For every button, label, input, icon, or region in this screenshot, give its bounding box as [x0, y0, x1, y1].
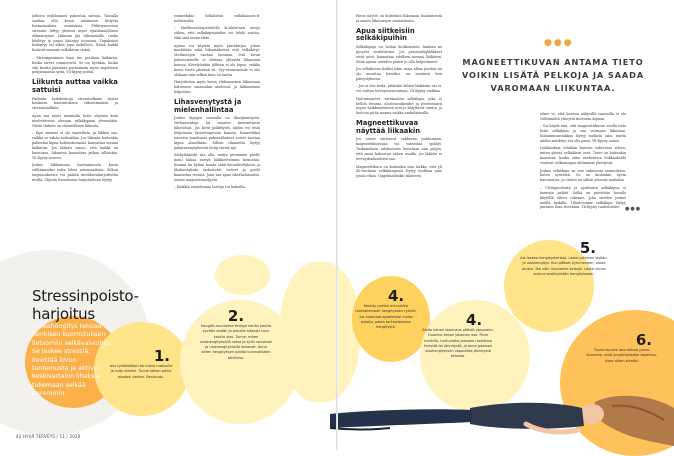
body-text: Parhaita hoitokeinoja stressiselkään ohivat henkisen kuormituksen vähentäminen ja stressinhallinta. [32, 96, 118, 111]
step-text: Ala laskea hengityskertoja. Laske jokainen sisään- ja uloshengitys. Kun pääset kymmeneen, aloita alusta. Tee näin muutamia kertoja. Laske niinen autuus keskitymään hengitykseen. [520, 256, 608, 276]
left-col-1 [32, 14, 118, 185]
body-text: Magneettikuva on kuitenkin niin tarkka, että yli 40-vuotiaan selkärangasta löytyy melkein aina jotain vikaa. Ongelmallisiksi tilanteen [356, 164, 442, 179]
pull-quote: MAGNEETTIKUVAN ANTAMA TIETO VOIKIN LISÄTÄ PELKOJA JA SAADA VAROMAAN LIIKUNTAA. [461, 57, 645, 93]
body-text: Apuna voi käyttää myös päiväkirjaa, johon merkitään sekä liikuntakerrat että selkäkiryt. Merkintöjen vanhaa huomaa, että kivun pahenemiselle ei olekaan yhteyttä liikunnan kanssa. Kävelylenkin jälkeen ei ole kipua, vaikka kuusi toista päivänä sit. Syy-seurausuhde ei siis olekaan niin selkeä kuin on luultu. [174, 43, 260, 77]
body-text: – Stressiperäinen kipu tuo potilaan lääkäriin, koska oireet voimistuvat. Se on hyväkin, koska sitä kautta päästään purkamaan myös ongelmien pohjimmaisia syitä, Yli-Kyyny pohtii. [32, 55, 118, 75]
step-text: Istu ryhdikkäästi tai mene makuulle ja sulje silmäsi. Tunne kehon paino alustasi vasten. Rentoudu. [109, 364, 173, 379]
deco-blob [280, 262, 360, 402]
body-text: – Jos ei itse tiedä, pitäisikö lähteä lääkäriin vai ei, voi soittaa terveysneuvontaan, Yli-Kyyny vinkkaa. [356, 84, 442, 94]
section-heading: Liikunta auttaa vaikka sattuisi [32, 78, 118, 94]
deco-blob [215, 255, 270, 295]
step-number: 4. [466, 311, 483, 329]
body-text: Halvausoireet, särtämätön selkäkipu, joka ei hellitä levossa, ulosteuvaikeudet ja yleisvoimien nopea heikkeneminen ovat jo hälyttäviä oireita, ja hoitoon pitää mennä vaikka ambulanssilla. [356, 96, 442, 116]
section-heading: Apua siitkeisiin selkäkipuihin [356, 26, 415, 43]
step-number: 4. [388, 287, 405, 305]
body-text: Apua saa myös sammolla hoito ohjeista kuin niedettävissä olevaan selkäkipuun yleensäkin. Niistä tärkein on säännöllinen liikunta. [32, 113, 118, 128]
exercise-step-3 [354, 288, 418, 330]
body-text: esimerkiksi Selkäliiton selkäkanava.fi-nettisivulta. [174, 14, 260, 23]
step-number: 1. [153, 347, 170, 365]
body-text: Sätkylääkeitä saa olla, mutta pitemmän päälle moni hakaa siirtyä lääkkeettömiin keinoihin. Kuuma tai kylmä haude sekä kivunlievityksen ja lihaksistyksiin tarkoitetut voiteet ja geelit kannattaa testata. Joku saa apua tikerhalsamista, toinen magnesiumöljystä. [174, 153, 260, 182]
body-text: – Mielikuvaharjoittelulla koulutetaan aivoja siihen, että selkäkipuisenkin voi lehdä asioita, eikä sinä mene rikki. [174, 26, 260, 41]
woman-lying-illustration-icon [330, 384, 674, 450]
step-number: 5. [579, 239, 596, 257]
body-text: Joskus kipujen taustalla on lihasjännitystä. Verhaasentoja tai muuten kuormittavia liikeratoja. Jos kivut pitkittyvät, niihin voi etsiä helpotusta fysioterapeutin kanssa. Esimerkiksi istuessa jumittavat pakaralihakset voivat tuottaa kipua alaselkään. Silloin tilannetta löytyy pakaravenytyksestä löräp tiivisä api. [174, 116, 260, 150]
step-text: Hengitä muutamia kertoja nenän kautta syvään sisään ja puhalla hitaasti suun kautta ulos. Tunne, miten uloshengityksellä vatsa ja kylki nousevat ja uloshengityksellä laskevat. Anna sitten hengityksen palata luonnolliseen tahtiinsa. [200, 324, 272, 360]
body-text: Jos selkäkivun lisäksi jokin raaja alkaa puutua tai olo muuttuu höntiksi, on mentävä heti päivystykseen. [356, 67, 442, 81]
exercise-title: Stressinpoisto-harjoitus [32, 287, 139, 323]
exercise-step-1 [108, 348, 174, 380]
body-text: – Ulvänpuoleista ja ajoittaista selkäkipua ei kannata pelätä. Selkä on päivittäin kovalla käytöllä olleva rakenne, joka oireilee joskus meillä kaikilla. Tilanteemme selkäkipu löytyy paranee ihan itsestään, Yli-Kyyny rauhoittelee. [540, 185, 626, 210]
spread-gutter [336, 0, 338, 450]
step-text: Tunne kipukiz lasu kehosi paino. Kuuntele, mitä ympäristössäsi tapahtuu. Avaa sitten silmäsi. [586, 348, 658, 363]
step-text: Keskity pariksi minuutiksi tarkkailemaan hengityksen rytmiä. Jos huomaat ajatelevasi muita asioita, palaa tarkkailemaan hengitystä. [355, 304, 417, 330]
body-text: tekee se, että kuvissa näkyvillä vaurioilla ei ole välttämättä yhteyttä koettuun kipuun. [540, 112, 626, 121]
section-heading: Magneettikuvaa näyttää liikaakin [356, 119, 421, 135]
step-number: 2. [227, 307, 245, 325]
body-text: – Kaikkia vaatettomia hoitoja voi kokeilla. [174, 185, 246, 190]
body-text: Selkäkipuja voi hoitaa kotikonstein, kunhan ne pysyvät siedettävinä. Jos perusstäkylääkkeet eivät auta, kannattaa edelleen mennä lääkäriin. Siinä ajassa oireiden pitäisi jo olla helpottaneet. [356, 45, 442, 64]
body-text: Joskus liikkumuan karttamisesta kivun välttämiseksi tulee lähes automaattista. Silloin tarpumuksesta voi päästä mielikuvaharjoittelun avulla. Ohjeita itsenäiseen harjoitteluun löytyy [32, 162, 118, 182]
body-text: Jos oireet viittaavat vakkevan puhtumaan, magneettikuvauas voi vahvistaa epäilyt. Tutkimuksen tuloksessen luotetaan niin paljon, että moni haheutuu siihen vaadla, jos lääkäri ei terveydenhoidosta saa. [356, 137, 442, 162]
exercise-step-2 [200, 308, 272, 361]
step-text: Aloita kehon skannaus päästä varpaisiin. Huomioi kehon jokainen osa. Pane merkille, tuntuvatko joissakin kohdissa kireyttä tai jännitystä, ja anna jokaisen uloshengityksen vapauttaa jännitystä kehosta. [422, 328, 494, 359]
body-text: Paras näyttö on kuitenkin liikunnan lisäämisestä ja omien liikeratojen avaamisesta. [356, 14, 442, 23]
body-text: – Kipu sinänsä ei ole vaarallista, ja liikkua saa, vaikka se vähän sattuisikin. Jos liikunta kuitenkin pahentaa kipua kohtuuttomasti, kannattaa mennä lääkäriin. Jos lääkäri sanoo, että kaikki on kunnossa, liikuntaa kannattaa jatkaa silloinkin, Yli-Kyyny neuvoo. [32, 131, 118, 160]
body-text: jatkuva mylläminen pahentaa siirtoja. Tausalla saattaa olla kivun aistimisen liittyviä hormonaalisia muutoksia. Pitkittyneeseen stressiin liittyy yleensä myös epäsäännöllinen elämänrytmi. Liikunta jää vähemmälle, ruoka köyhtyy ja paino kääntyy nousuun. Tupakointi lisääntyy tai alkaa jopa uudelleen. Nämä kaikki lisäävät suuman selkäkivun riskiä. [32, 14, 118, 53]
exercise-step-5 [520, 240, 608, 277]
left-col-2 [174, 14, 260, 192]
exercise-intro: Palleahengitys tehoaa henkisen kuormituksen lietsomiin selkävaivoihin. Se laskee stressiä, lievittää kivun tuntemusta ja aktivoi keskivartalon lihaksia tukemaan selkää paremmin. [32, 323, 112, 398]
body-text: Harjoittelua myös kivun ylidianonnen liikuntaan hälveneee omassakin mielessä, ja liikkuminen helpottuu. [174, 80, 260, 95]
step-number: 6. [635, 331, 652, 349]
right-col-1 [356, 14, 442, 182]
body-text: Joskus selkäkipu on oire vakavasta sairaudesta, kuten syövästä. Se on kuitenkin hyvin harvinaista, ja oireita on silloin yleensä muitakin. [540, 168, 626, 183]
section-heading: Lihasvenytystä ja mielenhallintaa [174, 98, 242, 114]
dots-ornament-icon: ●●● [544, 38, 574, 48]
page-footer: 42 HYVÄ TERVEYS / 11 / 2020 [16, 434, 81, 439]
body-text: Leikkauksia tehdään harvoin suhteessa siihen, miten yleisiä selkäkivut ovat. Tarve on kuitenkin kaavassa, koska väen vanhetessa leikkauksilla vaativat selkärangan alttiimmat yleistyvät. [540, 146, 626, 166]
exercise-step-4 [422, 312, 494, 360]
dots-ornament-icon: ●●● [625, 206, 642, 212]
exercise-step-6 [586, 332, 658, 364]
body-text: – Voi käydä niin, että magneettikuvan avulla tieto lisää selkäkipu ja saa varmaan liikuntaa. Kuhuminusniukkaa löytyy melkein aina, mutta niiden merkitys voi olla pieni, Yli-Kyyny sanoo. [540, 124, 626, 144]
right-col-2 [540, 112, 626, 213]
